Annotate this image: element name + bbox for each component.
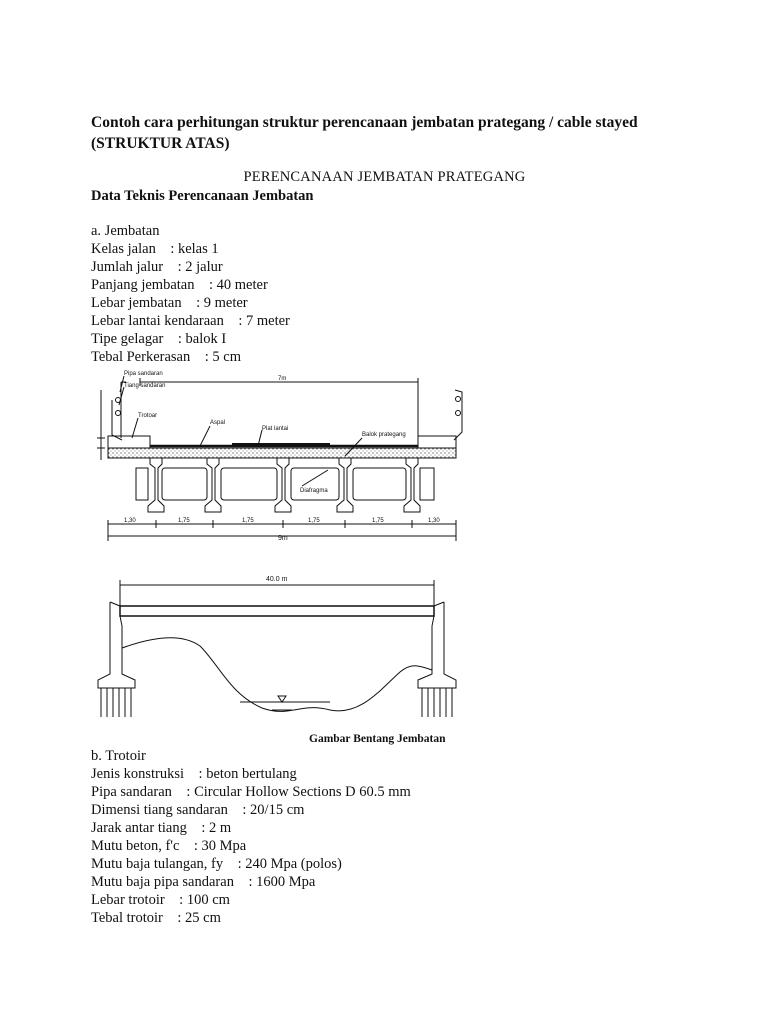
dim-label: 1,75 [372, 518, 384, 524]
dim-label: 1,75 [178, 518, 190, 524]
document-title: Contoh cara perhitungan struktur perencanaan jembatan prategang / cable stayed (STRUKTUR ATAS) [91, 114, 638, 152]
spec-line: Panjang jembatan : 40 meter [91, 277, 268, 293]
dim-label: 1,75 [308, 518, 320, 524]
label-aspal: Aspal [210, 420, 226, 426]
label-plat-lantai: Plat lantai [262, 426, 289, 432]
spec-line: Kelas jalan : kelas 1 [91, 241, 219, 257]
subheading: Data Teknis Perencanaan Jembatan [91, 188, 314, 204]
bridge-span-drawing [0, 570, 768, 730]
dim-label: 1,30 [428, 518, 440, 524]
section-b-label: b. Trotoir [91, 748, 146, 764]
spec-line: Pipa sandaran : Circular Hollow Sections D 60.5 mm [91, 784, 411, 800]
spec-line: Dimensi tiang sandaran : 20/15 cm [91, 802, 305, 818]
span-dimension: 40.0 m [266, 576, 288, 583]
figure-caption: Gambar Bentang Jembatan [309, 733, 446, 745]
spec-line: Tebal trotoir : 25 cm [91, 910, 221, 926]
label-trotoar: Trotoar [138, 413, 158, 419]
spec-line: Lebar trotoir : 100 cm [91, 892, 230, 908]
section-a-label: a. Jembatan [91, 223, 160, 239]
spec-line: Mutu baja pipa sandaran : 1600 Mpa [91, 874, 316, 890]
spec-line: Jenis konstruksi : beton bertulang [91, 766, 297, 782]
dim-label: 1,75 [242, 518, 254, 524]
centered-heading: PERENCANAAN JEMBATAN PRATEGANG [243, 169, 526, 185]
spec-line: Jumlah jalur : 2 jalur [91, 259, 223, 275]
spec-line: Tebal Perkerasan : 5 cm [91, 349, 241, 365]
section-b [91, 747, 411, 927]
spec-line: Mutu baja tulangan, fy : 240 Mpa (polos) [91, 856, 342, 872]
spec-line: Lebar lantai kendaraan : 7 meter [91, 313, 290, 329]
bridge-cross-section-drawing [0, 360, 768, 550]
spec-line: Mutu beton, f'c : 30 Mpa [91, 838, 247, 854]
label-balok-prategang: Balok prategang [362, 432, 406, 438]
overall-dimension: 9m [278, 535, 288, 542]
top-dimension: 7m [278, 376, 287, 382]
label-pipa-sandaran: Pipa sandaran [124, 371, 163, 377]
label-diafragma: Diafragma [300, 488, 328, 494]
spec-line: Tipe gelagar : balok I [91, 331, 227, 347]
label-tiang-sandaran: Tiang sandaran [124, 383, 166, 389]
spec-line: Lebar jembatan : 9 meter [91, 295, 248, 311]
spec-line: Jarak antar tiang : 2 m [91, 820, 232, 836]
section-a [91, 222, 290, 366]
dim-label: 1,30 [124, 518, 136, 524]
